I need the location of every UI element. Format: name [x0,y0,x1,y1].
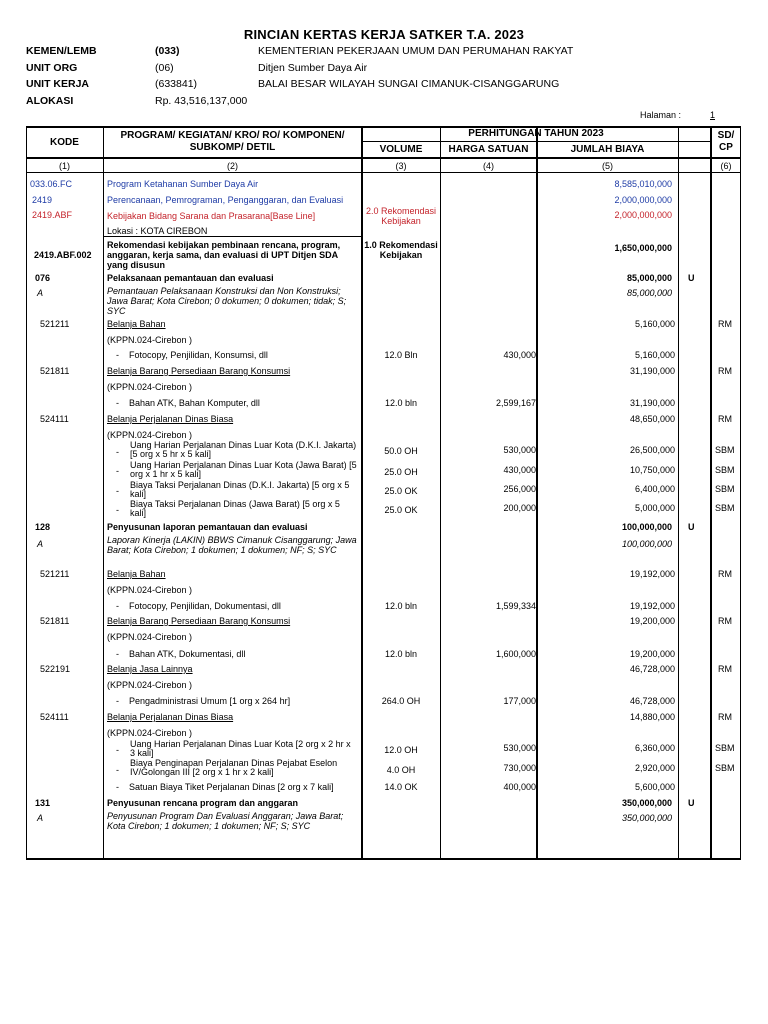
akun-total: 19,192,000 [629,569,675,579]
detail-total: 2,920,000 [634,763,675,773]
kro-code: 2419.ABF [32,210,73,220]
meta-value-alokasi: Rp. 43,516,137,000 [155,95,248,107]
detail-desc: Uang Harian Perjalanan Dinas Luar Kota (Jawa Barat) [5 org x 1 hr x 5 kali] [130,460,357,479]
header-sdcp-2: CP [719,142,733,153]
detail-sumber-dana: SBM [715,445,735,455]
ro-desc: Rekomendasi kebijakan pembinaan rencana, program, anggaran, kerja sama, dan evaluasi di UPT Ditjen SDA yang disusun [107,240,341,270]
detail-total: 31,190,000 [629,398,675,408]
subkomponen-total: 100,000,000 [621,539,672,549]
detail-volume: 25.0 OK [384,486,418,496]
detail-sumber-dana: SBM [715,743,735,753]
detail-item: - Fotocopy, Penjilidan, Dokumentasi, dll [116,601,281,611]
subkomponen-desc: Laporan Kinerja (LAKIN) BBWS Cimanuk Cisanggarung; Jawa Barat; Kota Cirebon; 1 dokumen; 1 dokumen; NF; S; SYC [107,535,357,555]
akun-desc: Belanja Barang Persediaan Barang Konsumsi [107,366,291,376]
akun-total: 14,880,000 [629,712,675,722]
akun-total: 46,728,000 [629,664,675,674]
detail-total: 6,400,000 [634,484,675,494]
detail-item: - Satuan Biaya Tiket Perjalanan Dinas [2 org x 7 kali] [116,782,334,792]
subkomponen-desc: Pemantauan Pelaksanaan Konstruksi dan Non Konstruksi; Jawa Barat; Kota Cirebon; 0 dokumen; 0 dokumen; tidak; S; SYC [107,286,347,316]
col-divider [678,126,679,860]
detail-volume: 12.0 bln [384,601,418,611]
detail-bullet: - [116,447,119,457]
header-perhitungan: PERHITUNGAN TAHUN 2023 [468,128,604,139]
detail-desc: Uang Harian Perjalanan Dinas Luar Kota (D.K.I. Jakarta) [5 org x 5 hr x 5 kali] [130,440,357,459]
detail-desc: Bahan ATK, Dokumentasi, dll [129,649,246,659]
akun-desc: Belanja Bahan [107,319,166,329]
header-kode: KODE [50,137,79,148]
komponen-desc: Pelaksanaan pemantauan dan evaluasi [107,273,274,283]
detail-desc: Uang Harian Perjalanan Dinas Luar Kota [2 org x 2 hr x 3 kali] [130,739,351,758]
komponen-code: 076 [35,273,51,283]
detail-harga: 1,599,334 [495,601,536,611]
kppn: (KPPN.024-Cirebon ) [107,632,193,642]
detail-total: 5,600,000 [634,782,675,792]
akun-total: 48,650,000 [629,414,675,424]
akun-code: 521811 [40,366,70,376]
kegiatan-code: 2419 [32,195,53,205]
meta-label-kemen: KEMEN/LEMB [26,45,97,57]
kro-volume: 2.0 Rekomendasi [365,206,437,216]
detail-desc: Biaya Taksi Perjalanan Dinas (Jawa Barat) [5 org x 5 kali] [130,499,340,518]
program-total: 8,585,010,000 [614,179,672,189]
akun-code: 521211 [40,319,70,329]
col-divider [710,126,712,860]
ro-volume-unit: Kebijakan [379,250,423,260]
detail-total: 26,500,000 [629,445,675,455]
detail-volume: 264.0 OH [381,696,421,706]
ro-volume: 1.0 Rekomendasi [364,240,438,250]
detail-sumber-dana: SBM [715,503,735,513]
meta-label-unit-kerja: UNIT KERJA [26,78,90,90]
meta-code-unit-kerja: (633841) [155,78,198,90]
meta-value-unit-org: Ditjen Sumber Daya Air [258,62,368,74]
akun-total: 19,200,000 [629,616,675,626]
detail-volume: 12.0 OH [384,745,418,755]
col-number: (5) [602,161,613,171]
detail-harga: 256,000 [503,484,536,494]
akun-total: 31,190,000 [629,366,675,376]
detail-total: 10,750,000 [629,465,675,475]
akun-sumber-dana: RM [718,616,732,626]
subkomponen-code: A [37,813,44,823]
detail-desc: Pengadministrasi Umum [1 org x 264 hr] [129,696,291,706]
akun-code: 521211 [40,569,70,579]
komponen-flag: U [688,798,695,808]
detail-sumber-dana: SBM [715,763,735,773]
akun-sumber-dana: RM [718,712,732,722]
akun-desc: Belanja Perjalanan Dinas Biasa [107,712,234,722]
meta-label-alokasi: ALOKASI [26,95,74,107]
program-desc: Program Ketahanan Sumber Daya Air [107,179,259,189]
kppn: (KPPN.024-Cirebon ) [107,335,193,345]
lokasi: Lokasi : KOTA CIREBON [107,226,208,236]
detail-sumber-dana: SBM [715,484,735,494]
detail-harga: 430,000 [503,465,536,475]
detail-desc: Fotocopy, Penjilidan, Dokumentasi, dll [129,601,281,611]
detail-bullet: - [116,505,119,515]
subkomponen-code: A [37,288,44,298]
detail-item: - Pengadministrasi Umum [1 org x 264 hr] [116,696,291,706]
detail-volume: 12.0 bln [384,398,418,408]
akun-desc: Belanja Barang Persediaan Barang Konsumsi [107,616,291,626]
header-program-2: SUBKOMP/ DETIL [189,142,276,153]
detail-bullet: - [116,765,119,775]
header-divider [362,141,710,142]
detail-item: - Fotocopy, Penjilidan, Konsumsi, dll [116,350,268,360]
detail-volume: 50.0 OH [384,446,418,456]
detail-total: 19,200,000 [629,649,675,659]
detail-total: 46,728,000 [629,696,675,706]
halaman-label: Halaman : [640,110,682,120]
akun-total: 5,160,000 [634,319,675,329]
kro-desc: Kebijakan Bidang Sarana dan Prasarana[Base Line] [107,211,316,221]
detail-item: - Bahan ATK, Dokumentasi, dll [116,649,246,659]
kppn: (KPPN.024-Cirebon ) [107,728,193,738]
detail-item: - Bahan ATK, Bahan Komputer, dll [116,398,260,408]
akun-code: 522191 [40,664,71,674]
kppn: (KPPN.024-Cirebon ) [107,680,193,690]
komponen-total: 85,000,000 [626,273,672,283]
detail-desc: Satuan Biaya Tiket Perjalanan Dinas [2 org x 7 kali] [129,782,334,792]
kppn: (KPPN.024-Cirebon ) [107,382,193,392]
komponen-total: 350,000,000 [621,798,672,808]
kppn: (KPPN.024-Cirebon ) [107,585,193,595]
header-sdcp: SD/ [717,130,735,141]
detail-harga: 200,000 [503,503,536,513]
detail-harga: 177,000 [503,696,536,706]
komponen-flag: U [688,522,695,532]
ro-total: 1,650,000,000 [614,243,672,253]
detail-sumber-dana: SBM [715,465,735,475]
komponen-total: 100,000,000 [621,522,672,532]
akun-code: 524111 [40,712,69,722]
akun-sumber-dana: RM [718,319,732,329]
header-divider [26,172,741,173]
detail-total: 5,000,000 [634,503,675,513]
detail-harga: 730,000 [503,763,536,773]
document-title: RINCIAN KERTAS KERJA SATKER T.A. 2023 [243,27,525,42]
akun-sumber-dana: RM [718,366,732,376]
detail-harga: 1,600,000 [495,649,536,659]
komponen-code: 128 [35,522,51,532]
akun-desc: Belanja Bahan [107,569,166,579]
detail-harga: 530,000 [503,743,536,753]
meta-code-kemen: (033) [155,45,180,57]
komponen-desc: Penyusunan rencana program dan anggaran [107,798,299,808]
header-jumlah-biaya: JUMLAH BIAYA [570,144,645,155]
detail-total: 5,160,000 [634,350,675,360]
halaman-value: 1 [710,110,716,120]
header-program: PROGRAM/ KEGIATAN/ KRO/ RO/ KOMPONEN/ [120,130,345,141]
meta-value-unit-kerja: BALAI BESAR WILAYAH SUNGAI CIMANUK-CISANGGARUNG [258,78,560,90]
detail-harga: 430,000 [503,350,536,360]
detail-volume: 25.0 OH [384,467,418,477]
komponen-flag: U [688,273,695,283]
kppn: (KPPN.024-Cirebon ) [107,430,193,440]
subkomponen-total: 85,000,000 [626,288,672,298]
akun-sumber-dana: RM [718,414,732,424]
header-divider [26,157,741,159]
ro-code: 2419.ABF.002 [34,250,92,260]
detail-volume: 4.0 OH [386,765,416,775]
col-number: (2) [227,161,238,171]
akun-code: 524111 [40,414,69,424]
detail-harga: 2,599,167 [495,398,536,408]
detail-harga: 530,000 [503,445,536,455]
komponen-desc: Penyusunan laporan pemantauan dan evaluasi [107,522,308,532]
detail-desc: Bahan ATK, Bahan Komputer, dll [129,398,260,408]
meta-value-kemen: KEMENTERIAN PEKERJAAN UMUM DAN PERUMAHAN RAKYAT [258,45,574,57]
detail-volume: 14.0 OK [384,782,418,792]
kro-volume-unit: Kebijakan [381,216,421,226]
detail-volume: 12.0 bln [384,649,418,659]
detail-bullet: - [116,486,119,496]
subkomponen-total: 350,000,000 [621,813,672,823]
kro-total: 2,000,000,000 [614,210,672,220]
komponen-code: 131 [35,798,51,808]
detail-bullet: - [116,745,119,755]
akun-sumber-dana: RM [718,569,732,579]
subkomponen-code: A [37,539,44,549]
detail-harga: 400,000 [503,782,536,792]
akun-desc: Belanja Jasa Lainnya [107,664,193,674]
detail-total: 19,192,000 [629,601,675,611]
kegiatan-desc: Perencanaan, Pemrograman, Penganggaran, dan Evaluasi [107,195,344,205]
subkomponen-desc: Penyusunan Program Dan Evaluasi Anggaran; Jawa Barat; Kota Cirebon; 1 dokumen; 1 dokumen; NF; S; SYC [107,811,344,831]
detail-bullet: - [116,466,119,476]
kegiatan-total: 2,000,000,000 [614,195,672,205]
detail-volume: 12.0 Bln [384,350,418,360]
col-number: (3) [395,161,407,171]
header-harga-satuan: HARGA SATUAN [448,144,529,155]
detail-total: 6,360,000 [634,743,675,753]
akun-sumber-dana: RM [718,664,732,674]
akun-code: 521811 [40,616,70,626]
meta-label-unit-org: UNIT ORG [26,62,78,74]
col-number: (1) [59,161,70,171]
col-number: (4) [483,161,494,171]
akun-desc: Belanja Perjalanan Dinas Biasa [107,414,234,424]
meta-code-unit-org: (06) [155,62,174,74]
detail-desc: Biaya Penginapan Perjalanan Dinas Pejabat Eselon IV/Golongan III [2 org x 1 hr x 2 kali] [130,758,338,777]
lokasi-underline [104,236,361,237]
detail-desc: Biaya Taksi Perjalanan Dinas (D.K.I. Jakarta) [5 org x 5 kali] [130,480,350,499]
program-code: 033.06.FC [30,179,73,189]
detail-volume: 25.0 OK [384,505,418,515]
header-volume: VOLUME [379,144,423,155]
col-number: (6) [720,161,732,171]
detail-desc: Fotocopy, Penjilidan, Konsumsi, dll [129,350,268,360]
